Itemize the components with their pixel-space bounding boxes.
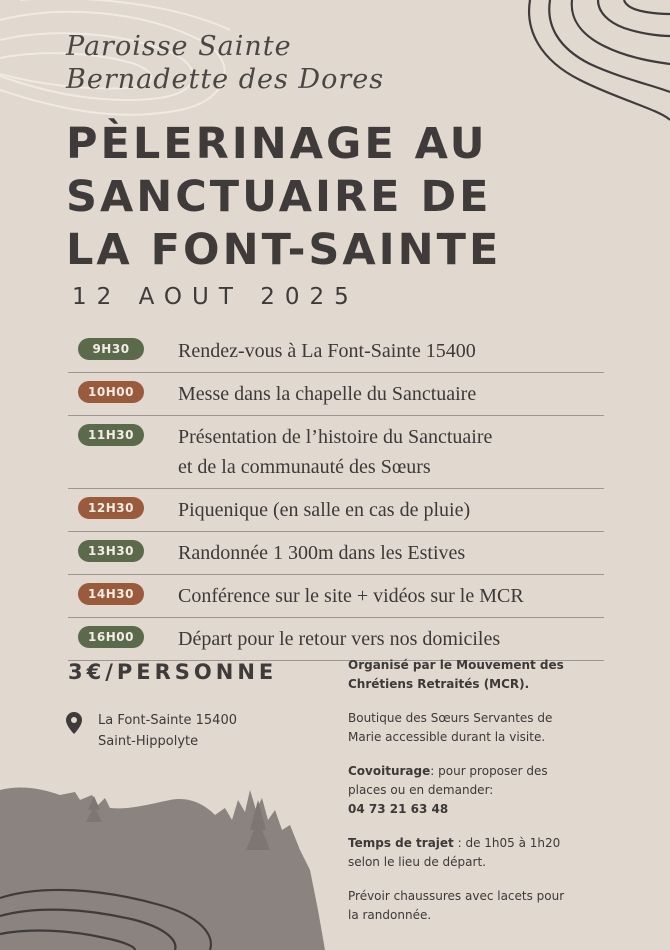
topo-lines-top-right — [520, 0, 670, 130]
activity-line1: Départ pour le retour vers nos domiciles — [178, 628, 501, 650]
time-badge: 10H00 — [78, 381, 144, 403]
boutique-line1: Boutique des Sœurs Servantes de — [348, 711, 553, 725]
time-badge: 9H30 — [78, 338, 144, 360]
shoes-line1: Prévoir chaussures avec lacets pour — [348, 889, 565, 903]
activity-text — [178, 336, 604, 366]
price-label: 3€/PERSONNE — [68, 660, 278, 684]
activity-text — [178, 538, 604, 568]
travel-text2: selon le lieu de départ. — [348, 855, 486, 869]
page-title — [66, 118, 586, 277]
schedule-row — [68, 373, 604, 416]
activity-line2: et de la communauté des Sœurs — [178, 456, 431, 478]
schedule-row — [68, 575, 604, 618]
parish-name-line1: Paroisse Sainte — [66, 31, 292, 62]
shoes-line2: la randonnée. — [348, 908, 432, 922]
schedule-row — [68, 618, 604, 661]
time-badge: 12H30 — [78, 497, 144, 519]
activity-line1: Présentation de l’histoire du Sanctuaire — [178, 426, 493, 448]
travel-text1: : de 1h05 à 1h20 — [453, 836, 561, 850]
activity-line1: Randonnée 1 300m dans les Estives — [178, 542, 466, 564]
activity-line1: Messe dans la chapelle du Sanctuaire — [178, 383, 477, 405]
activity-text — [178, 624, 604, 654]
location-block — [66, 710, 237, 752]
activity-line1: Rendez-vous à La Font-Sainte 15400 — [178, 340, 476, 362]
schedule-row — [68, 532, 604, 575]
carpool-note — [348, 762, 628, 819]
info-block — [348, 656, 628, 940]
time-badge: 14H30 — [78, 583, 144, 605]
travel-label: Temps de trajet — [348, 836, 454, 850]
boutique-note — [348, 709, 628, 747]
map-pin-icon — [66, 712, 82, 734]
time-badge: 13H30 — [78, 540, 144, 562]
parish-name — [66, 30, 486, 96]
organizer-line2: Chrétiens Retraités (MCR). — [348, 677, 530, 691]
location-line2: Saint-Hippolyte — [98, 734, 199, 749]
event-date: 12 AOUT 2025 — [72, 284, 359, 310]
activity-text — [178, 379, 604, 409]
page-title-line3: LA FONT-SAINTE — [66, 225, 502, 275]
location-line1: La Font-Sainte 15400 — [98, 713, 237, 728]
organizer-line1: Organisé par le Mouvement des — [348, 658, 564, 672]
page-title-line1: PÈLERINAGE AU — [66, 119, 488, 169]
time-badge: 11H30 — [78, 424, 144, 446]
activity-text — [178, 495, 604, 525]
schedule-row — [68, 330, 604, 373]
carpool-phone: 04 73 21 63 48 — [348, 802, 449, 816]
travel-note — [348, 834, 628, 872]
activity-line1: Piquenique (en salle en cas de pluie) — [178, 499, 471, 521]
boutique-line2: Marie accessible durant la visite. — [348, 730, 546, 744]
schedule-row — [68, 489, 604, 532]
schedule-list — [68, 330, 604, 661]
activity-line1: Conférence sur le site + vidéos sur le MCR — [178, 585, 524, 607]
activity-text — [178, 581, 604, 611]
schedule-row — [68, 416, 604, 489]
carpool-label: Covoiturage — [348, 764, 431, 778]
shoes-note — [348, 887, 628, 925]
activity-text — [178, 422, 604, 482]
organizer-note — [348, 656, 628, 694]
carpool-text1: : pour proposer des — [430, 764, 548, 778]
time-badge: 16H00 — [78, 626, 144, 648]
forest-silhouette — [0, 770, 330, 950]
carpool-text2: places ou en demander: — [348, 783, 494, 797]
parish-name-line2: Bernadette des Dores — [66, 64, 385, 95]
page-title-line2: SANCTUAIRE DE — [66, 172, 492, 222]
